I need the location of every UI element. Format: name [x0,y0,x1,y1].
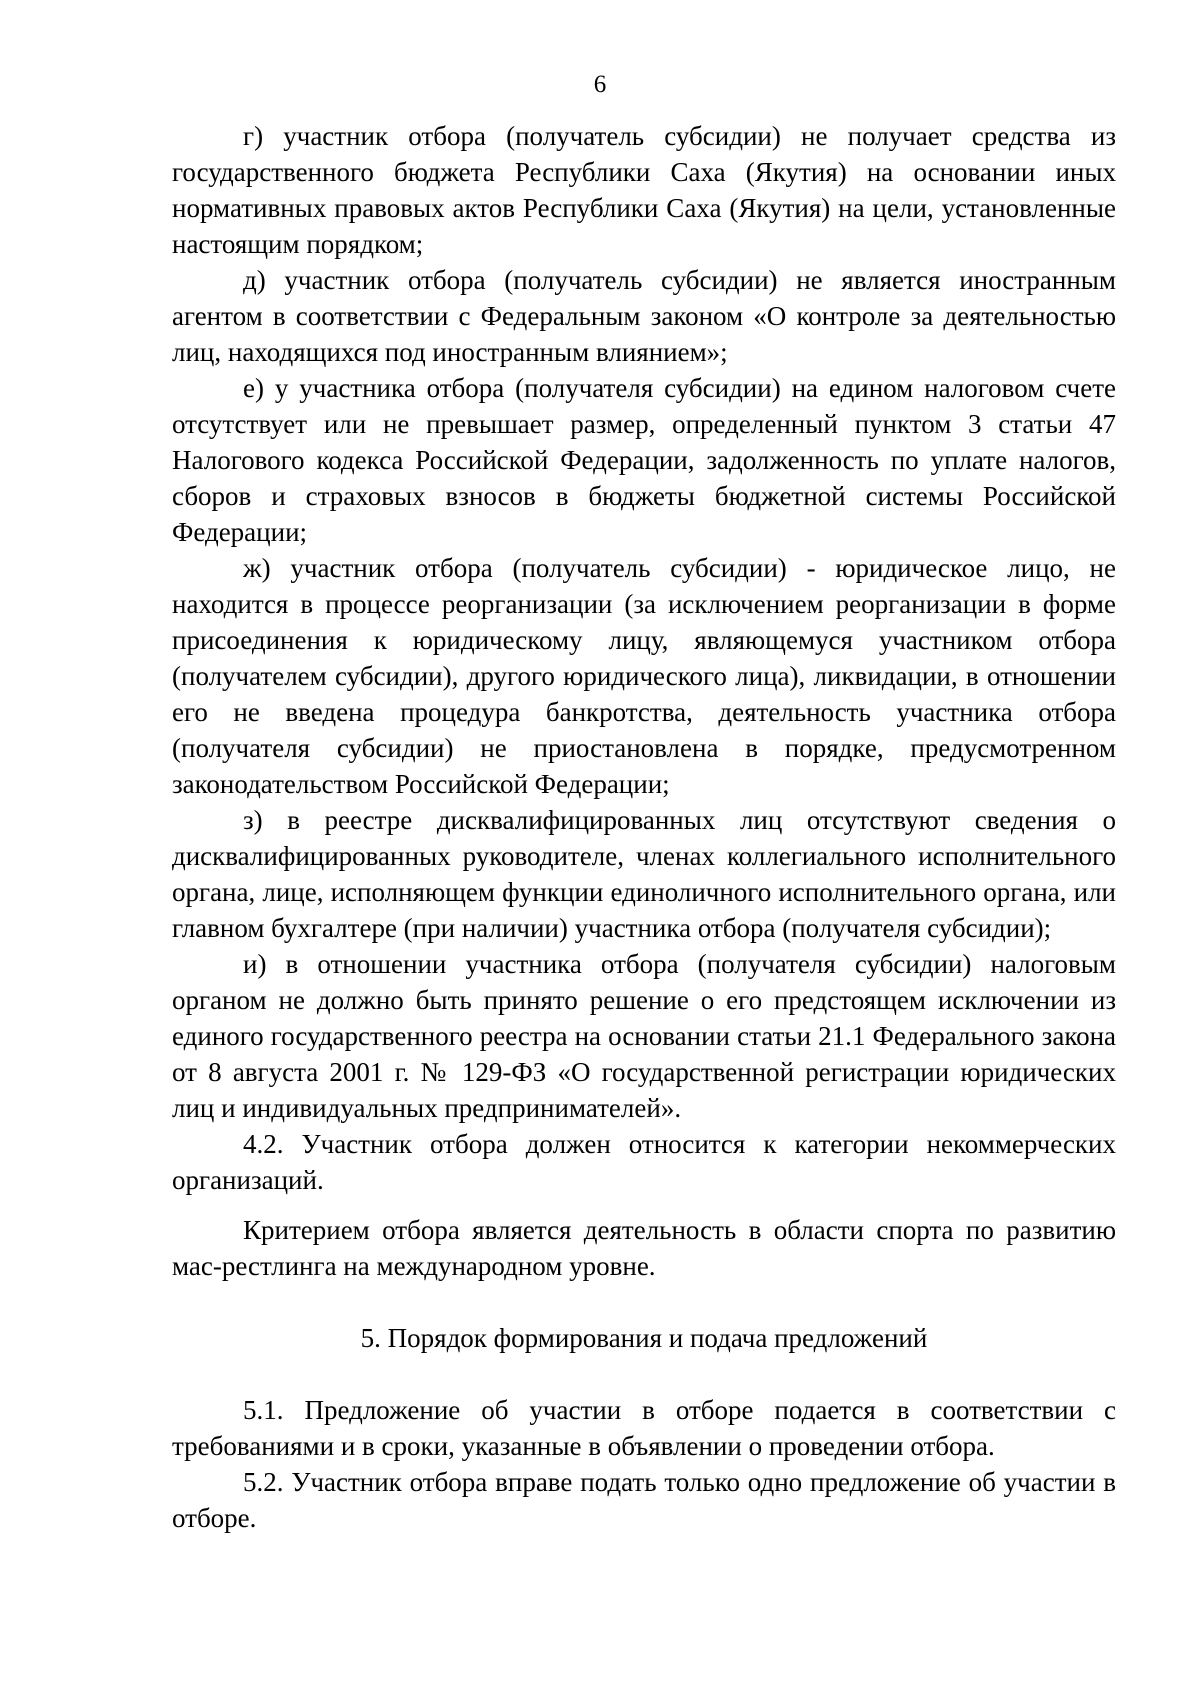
paragraph-5-2: 5.2. Участник отбора вправе подать только одно предложение об участии в отборе. [172,1467,1116,1533]
page-number: 6 [593,71,607,98]
paragraph-e: е) у участника отбора (получателя субсидии) на едином налоговом счете отсутствует или не превышает размер, определенный пунктом 3 статьи 47 Налогового кодекса Российской Федерации, задолженность по уплате налогов, сборов и страховых взносов в бюджеты бюджетной системы Российской Федерации; [172,373,1116,547]
paragraph-selection-criterion: Критерием отбора является деятельность в области спорта по развитию мас-рестлинга на международном уровне. [172,1215,1116,1281]
paragraph-zh: ж) участник отбора (получатель субсидии) - юридическое лицо, не находится в процессе реорганизации (за исключением реорганизации в форме присоединения к юридическому лицу, являющемуся участником отбора (получателем субсидии), другого юридического лица), ликвидации, в отношении его не введена процедура банкротства, деятельность участника отбора (получателя субсидии) не приостановлена в порядке, предусмотренном законодательством Российской Федерации; [172,553,1116,799]
section-heading: 5. Порядок формирования и подача предложений [360,1323,928,1353]
paragraph-4-2: 4.2. Участник отбора должен относится к категории некоммерческих организаций. [172,1129,1116,1195]
paragraph-z: з) в реестре дисквалифицированных лиц отсутствуют сведения о дисквалифицированных руководителе, членах коллегиального исполнительного органа, лице, исполняющем функции единоличного исполнительного органа, или главном бухгалтере (при наличии) участника отбора (получателя субсидии); [172,805,1116,943]
paragraph-5-1: 5.1. Предложение об участии в отборе подается в соответствии с требованиями и в сроки, указанные в объявлении о проведении отбора. [172,1395,1116,1461]
document-body [172,118,1116,1536]
paragraph-d: д) участник отбора (получатель субсидии) не является иностранным агентом в соответствии с Федеральным законом «О контроле за деятельностью лиц, находящихся под иностранным влиянием»; [172,265,1116,367]
paragraph-i: и) в отношении участника отбора (получателя субсидии) налоговым органом не должно быть принято решение о его предстоящем исключении из единого государственного реестра на основании статьи 21.1 Федерального закона от 8 августа 2001 г. № 129-ФЗ «О государственной регистрации юридических лиц и индивидуальных предпринимателей». [172,949,1116,1123]
paragraph-g: г) участник отбора (получатель субсидии) не получает средства из государственного бюджета Республики Саха (Якутия) на основании иных нормативных правовых актов Республики Саха (Якутия) на цели, установленные настоящим порядком; [172,121,1116,259]
